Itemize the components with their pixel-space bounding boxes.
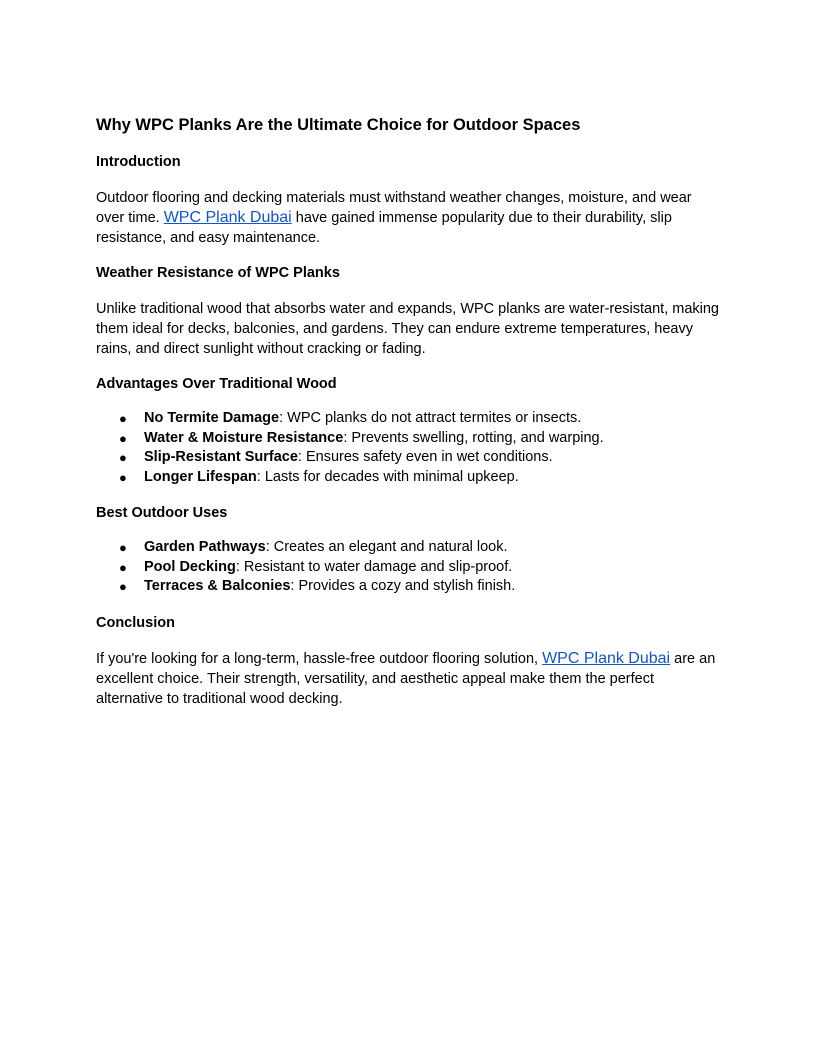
intro-text-before: Outdoor flooring and decking materials must withstand weather changes, moisture, and wear over time.	[96, 190, 692, 226]
wpc-plank-dubai-link[interactable]: WPC Plank Dubai	[542, 649, 671, 667]
item-term: Longer Lifespan	[144, 468, 257, 485]
item-term: No Termite Damage	[144, 410, 280, 426]
advantages-list	[96, 409, 720, 487]
list-item	[96, 577, 720, 597]
conclusion-text-before: If you're looking for a long-term, hassle-free outdoor flooring solution,	[96, 650, 543, 667]
advantages-heading: Advantages Over Traditional Wood	[96, 376, 337, 392]
item-description: : Resistant to water damage and slip-proof.	[235, 558, 513, 575]
document-page	[96, 114, 720, 709]
intro-paragraph	[96, 188, 720, 248]
item-description: : Creates an elegant and natural look.	[265, 539, 508, 555]
bullet-icon: ●	[119, 450, 127, 465]
item-description: : WPC planks do not attract termites or insects.	[279, 410, 582, 426]
list-item	[96, 448, 720, 468]
list-item	[96, 409, 720, 429]
list-item	[96, 468, 720, 488]
bullet-icon: ●	[119, 430, 127, 446]
bullet-icon: ●	[119, 469, 127, 485]
bullet-icon: ●	[119, 540, 127, 555]
bullet-icon: ●	[119, 579, 127, 594]
conclusion-paragraph	[96, 649, 720, 709]
intro-heading: Introduction	[96, 154, 181, 170]
conclusion-heading: Conclusion	[96, 614, 175, 631]
list-item	[96, 538, 720, 558]
item-term: Garden Pathways	[144, 539, 266, 555]
bullet-icon: ●	[119, 411, 127, 426]
item-description: : Provides a cozy and stylish finish.	[290, 578, 516, 594]
item-term: Pool Decking	[144, 558, 236, 575]
weather-paragraph: Unlike traditional wood that absorbs water and expands, WPC planks are water-resistant, making them ideal for decks, balconies, and gardens. They can endure extreme temperatures, heavy rains, and direct sunlight without cracking or fading.	[96, 301, 719, 357]
uses-heading: Best Outdoor Uses	[96, 505, 228, 521]
page-title: Why WPC Planks Are the Ultimate Choice for Outdoor Spaces	[96, 116, 581, 134]
conclusion-text-after: are an excellent choice. Their strength, versatility, and aesthetic appeal make them the perfect alternative to traditional wood decking.	[96, 650, 716, 707]
wpc-plank-dubai-link[interactable]: WPC Plank Dubai	[163, 209, 292, 226]
item-term: Slip-Resistant Surface	[144, 449, 298, 465]
weather-heading: Weather Resistance of WPC Planks	[96, 265, 340, 281]
item-description: : Prevents swelling, rotting, and warping.	[343, 429, 604, 446]
intro-text-after: have gained immense popularity due to their durability, slip resistance, and easy maintenance.	[96, 210, 672, 246]
item-term: Terraces & Balconies	[144, 578, 291, 594]
list-item	[96, 429, 720, 449]
uses-list	[96, 538, 720, 597]
list-item	[96, 558, 720, 578]
item-description: : Lasts for decades with minimal upkeep.	[256, 468, 519, 485]
bullet-icon: ●	[119, 559, 127, 575]
item-term: Water & Moisture Resistance	[144, 429, 344, 446]
item-description: : Ensures safety even in wet conditions.	[297, 449, 553, 465]
